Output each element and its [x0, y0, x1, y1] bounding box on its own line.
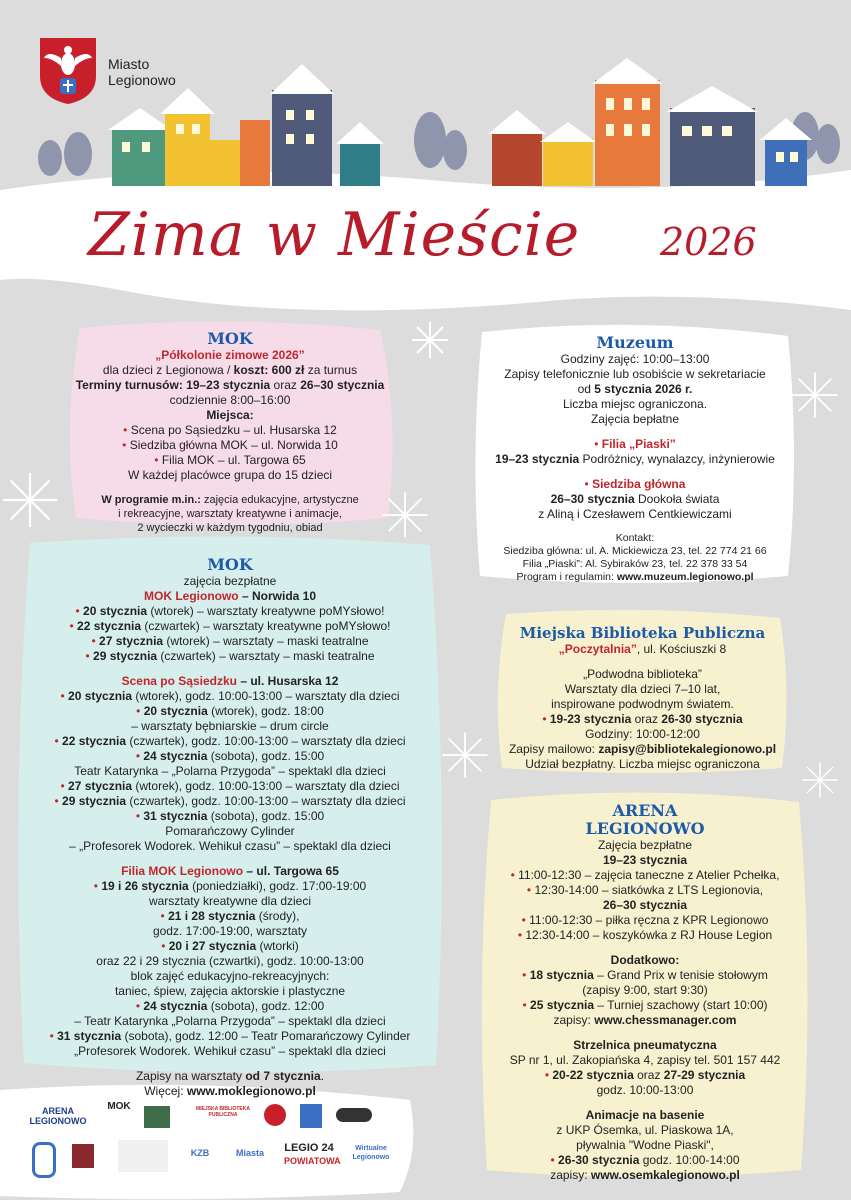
arena-week-2: 26–30 stycznia [602, 898, 688, 912]
library-sub: „Poczytalnia”, ul. Kościuszki 8 [558, 642, 727, 656]
arena-extra-label: Dodatkowo: [610, 953, 680, 967]
section-heading-2: LEGIONOWO [585, 819, 705, 838]
miasta-logo: Miasta [235, 1148, 264, 1158]
event-text: (środy), [255, 909, 300, 923]
event-line [20, 969, 440, 984]
arena-free: Zajęcia bezpłatne [597, 838, 693, 852]
title-text: Zima w Mieście [88, 200, 581, 270]
event-line [20, 764, 440, 779]
bullet: • [85, 649, 94, 663]
bullet: • [135, 999, 144, 1013]
event-line [20, 999, 440, 1014]
section-heading: Muzeum [596, 333, 674, 352]
library-desc-2: inspirowane podwodnym światem. [551, 697, 734, 711]
location-heading: Filia MOK Legionowo – ul. Targowa 65 [121, 864, 339, 878]
museum-hours: Godziny zajęć: 10:00–13:00 [560, 352, 710, 366]
event-line [20, 719, 440, 734]
library-free: Udział bezpłatny. Liczba miejsc ograniczona [525, 757, 760, 771]
event-line [20, 734, 440, 749]
event-date: 29 stycznia [62, 794, 127, 808]
event-line [20, 779, 440, 794]
shooting-hours: godz. 10:00-13:00 [596, 1083, 694, 1097]
bullet: • [160, 909, 169, 923]
arena-extra-1b: (zapisy 9:00, start 9:30) [582, 983, 708, 997]
bullet: • [93, 879, 102, 893]
event-text: (sobota), godz. 15:00 [207, 749, 325, 763]
event-text: (sobota), godz. 12:00 – Teatr Pomarańczowy Cylinder [121, 1029, 411, 1043]
event-text: Pomarańczowy Cylinder [165, 824, 295, 838]
event-text: (czwartek), godz. 10:00-13:00 – warsztaty dla dzieci [126, 794, 406, 808]
event-line [20, 1014, 440, 1029]
event-text: (wtorek), godz. 10:00-13:00 – warsztaty dla dzieci [132, 779, 400, 793]
terms-line: Terminy turnusów: 19–23 stycznia oraz 26–30 stycznia [75, 378, 385, 392]
library-hours: Godziny: 10:00-12:00 [585, 727, 700, 741]
event-text: (czwartek) – warsztaty kreatywne poMYsłowo! [141, 619, 391, 633]
winter-town-illustration [0, 50, 851, 210]
mok-free-section [20, 556, 440, 1099]
event-date: 31 stycznia [143, 809, 208, 823]
pool-label: Animacje na basenie [585, 1108, 705, 1122]
event-text: blok zajęć edukacyjno-rekreacyjnych: [130, 969, 330, 983]
event-date: 22 stycznia [77, 619, 142, 633]
place-item: • Siedziba główna MOK – ul. Norwida 10 [122, 438, 338, 452]
museum-paid: Zajęcia bepłatne [590, 412, 680, 426]
location-3-list [20, 879, 440, 1059]
event-date: 20 stycznia [143, 704, 208, 718]
snowflake-icon [410, 320, 450, 360]
mok-link[interactable]: www.moklegionowo.pl [186, 1084, 316, 1098]
event-date: 31 stycznia [57, 1029, 122, 1043]
event-text: (wtorek) – warsztaty kreatywne poMYsłowo! [147, 604, 385, 618]
places-label: Miejsca: [206, 408, 254, 422]
event-date: 21 i 28 stycznia [168, 909, 256, 923]
event-line [20, 704, 440, 719]
event-text: (wtorek), godz. 10:00-13:00 – warsztaty dla dzieci [132, 689, 400, 703]
event-text: taniec, śpiew, zajęcia aktorskie i plastyczne [114, 984, 346, 998]
event-line [20, 749, 440, 764]
bullet: • [54, 734, 63, 748]
event-text: (sobota), godz. 12:00 [207, 999, 325, 1013]
event-line [20, 954, 440, 969]
club-logo [72, 1144, 94, 1168]
event-date: 29 stycznia [93, 649, 158, 663]
place-item: • Scena po Sąsiedzku – ul. Husarska 12 [123, 423, 337, 437]
library-logo: MIEJSKA BIBLIOTEKA PUBLICZNA [196, 1106, 250, 1118]
event-line [20, 839, 440, 854]
atelier-logo [118, 1140, 168, 1172]
arena-section [480, 802, 810, 1183]
arena-extra-1: • 18 stycznia – Grand Prix w tenisie stołowym [522, 968, 768, 982]
bullet: • [54, 794, 63, 808]
event-line [20, 809, 440, 824]
location-heading: Scena po Sąsiedzku – ul. Husarska 12 [121, 674, 339, 688]
event-text: (czwartek) – warsztaty – maski teatralne [157, 649, 375, 663]
event-text: (wtorki) [256, 939, 299, 953]
event-line [20, 794, 440, 809]
arena-item: • 12:30-14:00 – siatkówka z LTS Legionovia, [526, 883, 764, 897]
section-heading: MOK [207, 329, 253, 348]
event-line [20, 984, 440, 999]
event-date: 19 i 26 stycznia [101, 879, 189, 893]
event-text: warsztaty kreatywne dla dzieci [148, 894, 312, 908]
bullet: • [135, 749, 144, 763]
pool-2: pływalnia "Wodne Piaski", [576, 1138, 714, 1152]
event-text: (sobota), godz. 15:00 [207, 809, 325, 823]
shooting-label: Strzelnica pneumatyczna [573, 1038, 717, 1052]
club-logo [336, 1108, 372, 1122]
event-line [20, 634, 440, 649]
wirtualne-logo: Wirtualne Legionowo [352, 1145, 390, 1161]
event-date: 20 stycznia [83, 604, 148, 618]
pool-link[interactable]: www.osemkalegionowo.pl [590, 1168, 740, 1182]
bullet: • [161, 939, 169, 953]
section-heading: Miejska Biblioteka Publiczna [519, 624, 766, 642]
event-line [20, 1029, 440, 1044]
bullet: • [91, 634, 100, 648]
shooting-dates: • 20-22 stycznia oraz 27-29 stycznia [544, 1068, 746, 1082]
event-date: 24 stycznia [143, 749, 208, 763]
event-line [20, 649, 440, 664]
event-line [20, 879, 440, 894]
more-info: Więcej: www.moklegionowo.pl [144, 1084, 316, 1098]
museum-signup: Zapisy telefonicznie lub osobiście w sekretariacie [504, 367, 766, 381]
mok-polkolonie-section [60, 330, 400, 535]
library-event: „Podwodna biblioteka” [583, 667, 702, 681]
arena-item: • 12:30-14:00 – koszykówka z RJ House Legion [517, 928, 773, 942]
event-text: – warsztaty bębniarskie – drum circle [131, 719, 329, 733]
bullet: • [69, 619, 78, 633]
library-mail: Zapisy mailowo: zapisy@bibliotekalegionowo.pl [508, 742, 777, 756]
museum-from: od 5 stycznia 2026 r. [577, 382, 693, 396]
event-text: oraz 22 i 29 stycznia (czwartki), godz. 10:00-13:00 [96, 954, 364, 968]
event-date: 20 stycznia [68, 689, 133, 703]
branch-main-desc: 26–30 stycznia Dookoła świata [550, 492, 720, 506]
event-text: (czwartek), godz. 10:00-13:00 – warsztaty dla dzieci [126, 734, 406, 748]
snowflake-icon [790, 370, 840, 420]
sponsor-logos [18, 1090, 398, 1185]
event-text: – „Profesorek Wodorek. Wehikuł czasu” – spektakl dla dzieci [69, 839, 391, 853]
pool-1: z UKP Ósemka, ul. Piaskowa 1A, [556, 1123, 734, 1137]
event-date: 20 i 27 stycznia [168, 939, 257, 953]
location-1-list [20, 604, 440, 664]
bullet: • [136, 704, 144, 718]
poster-title [0, 190, 851, 280]
event-text: godz. 17:00-19:00, warsztaty [152, 924, 308, 938]
event-line [20, 824, 440, 839]
location-heading: MOK Legionowo – Norwida 10 [143, 589, 317, 603]
osemka-logo [32, 1142, 56, 1178]
library-section [495, 624, 790, 772]
pool-signup: zapisy: www.osemkalegionowo.pl [550, 1168, 740, 1182]
museum-contact: Kontakt: Siedziba główna: ul. A. Mickiewicza 23, tel. 22 774 21 66 Filia „Piaski”: Al. Sybiraków 23, tel. 22 378 33 54 Program i regulamin: www.muzeum.legionowo.pl [503, 532, 767, 583]
branch-main-desc-2: z Aliną i Czesławem Centkiewiczami [538, 507, 732, 521]
arena-extra-2: • 25 stycznia – Turniej szachowy (start 10:00) [522, 998, 768, 1012]
event-date: 27 stycznia [68, 779, 133, 793]
library-desc-1: Warsztaty dla dzieci 7–10 lat, [564, 682, 721, 696]
section-heading-1: ARENA [612, 801, 678, 820]
bullet: • [49, 1029, 58, 1043]
legio-logo: LEGIO 24 [284, 1142, 334, 1154]
snowflake-icon [440, 730, 490, 780]
branch-main-title: • Siedziba główna [584, 477, 686, 491]
pool-dates: • 26-30 stycznia godz. 10:00-14:00 [550, 1153, 740, 1167]
event-text: – Teatr Katarynka „Polarna Przygoda” – spektakl dla dzieci [74, 1014, 386, 1028]
museum-link[interactable]: www.muzeum.legionowo.pl [616, 571, 754, 583]
city-line-1: Miasto [108, 56, 150, 72]
club-logo [264, 1104, 286, 1126]
bullet: • [75, 604, 84, 618]
library-dates: • 19-23 stycznia oraz 26-30 stycznia [542, 712, 743, 726]
mok-logo: MOK [107, 1101, 131, 1112]
arena-logo: ARENA LEGIONOWO [29, 1106, 87, 1126]
bullet: • [135, 809, 144, 823]
branch-piaski-title: • Filia „Piaski” [594, 437, 676, 451]
event-line [20, 1044, 440, 1059]
event-line [20, 619, 440, 634]
museum-logo [144, 1106, 170, 1128]
snowflake-icon [800, 760, 840, 800]
event-text: „Profesorek Wodorek. Wehikuł czasu” – spektakl dla dzieci [74, 1044, 386, 1058]
event-text: (poniedziałki), godz. 17:00-19:00 [188, 879, 367, 893]
event-line [20, 924, 440, 939]
group-size: W każdej placówce grupa do 15 dzieci [127, 468, 333, 482]
powiatowa-logo: POWIATOWA [284, 1156, 341, 1166]
museum-limited: Liczba miejsc ograniczona. [562, 397, 708, 411]
bullet: • [60, 689, 69, 703]
title-year: 2026 [660, 220, 757, 264]
arena-extra-2b: zapisy: www.chessmanager.com [553, 1013, 737, 1027]
free-note: zajęcia bezpłatne [183, 574, 277, 588]
event-date: 27 stycznia [99, 634, 164, 648]
arena-week-1: 19–23 stycznia [602, 853, 688, 867]
event-line [20, 689, 440, 704]
event-name: „Półkolonie zimowe 2026” [155, 348, 305, 362]
price-line: dla dzieci z Legionowa / koszt: 600 zł za turnus [102, 363, 358, 377]
branch-piaski-desc: 19–23 stycznia Podróżnicy, wynalazcy, inżynierowie [495, 452, 775, 466]
snowflake-icon [0, 470, 60, 530]
arena-item: • 11:00-12:30 – zajęcia taneczne z Atelier Pchełka, [510, 868, 780, 882]
arena-item: • 11:00-12:30 – piłka ręczna z KPR Legionowo [521, 913, 769, 927]
event-date: 24 stycznia [143, 999, 208, 1013]
library-email-link[interactable]: zapisy@bibliotekalegionowo.pl [598, 742, 777, 756]
muzeum-section [480, 334, 790, 584]
section-heading: MOK [207, 555, 253, 574]
event-line [20, 939, 440, 954]
hours-line: codziennie 8:00–16:00 [169, 393, 291, 407]
kzb-logo: KZB [190, 1148, 210, 1158]
event-line [20, 604, 440, 619]
event-text: Teatr Katarynka – „Polarna Przygoda” – spektakl dla dzieci [74, 764, 386, 778]
location-2-list [20, 689, 440, 854]
event-line [20, 909, 440, 924]
event-date: 22 stycznia [62, 734, 127, 748]
event-line [20, 894, 440, 909]
city-line-2: Legionowo [108, 72, 176, 88]
event-text: (wtorek), godz. 18:00 [207, 704, 324, 718]
event-text: (wtorek) – warsztaty – maski teatralne [163, 634, 369, 648]
program-text: W programie m.in.: zajęcia edukacyjne, artystyczne i rekreacyjne, warsztaty kreatywne i animacje, 2 wycieczki w każdym tygodniu, obiad [101, 494, 359, 534]
club-logo [300, 1104, 322, 1128]
signup-note: Zapisy na warsztaty od 7 stycznia. [135, 1069, 325, 1083]
shooting-address: SP nr 1, ul. Zakopiańska 4, zapisy tel. 501 157 442 [509, 1053, 781, 1067]
bullet: • [60, 779, 69, 793]
place-item: • Filia MOK – ul. Targowa 65 [154, 453, 306, 467]
chess-link[interactable]: www.chessmanager.com [594, 1013, 737, 1027]
